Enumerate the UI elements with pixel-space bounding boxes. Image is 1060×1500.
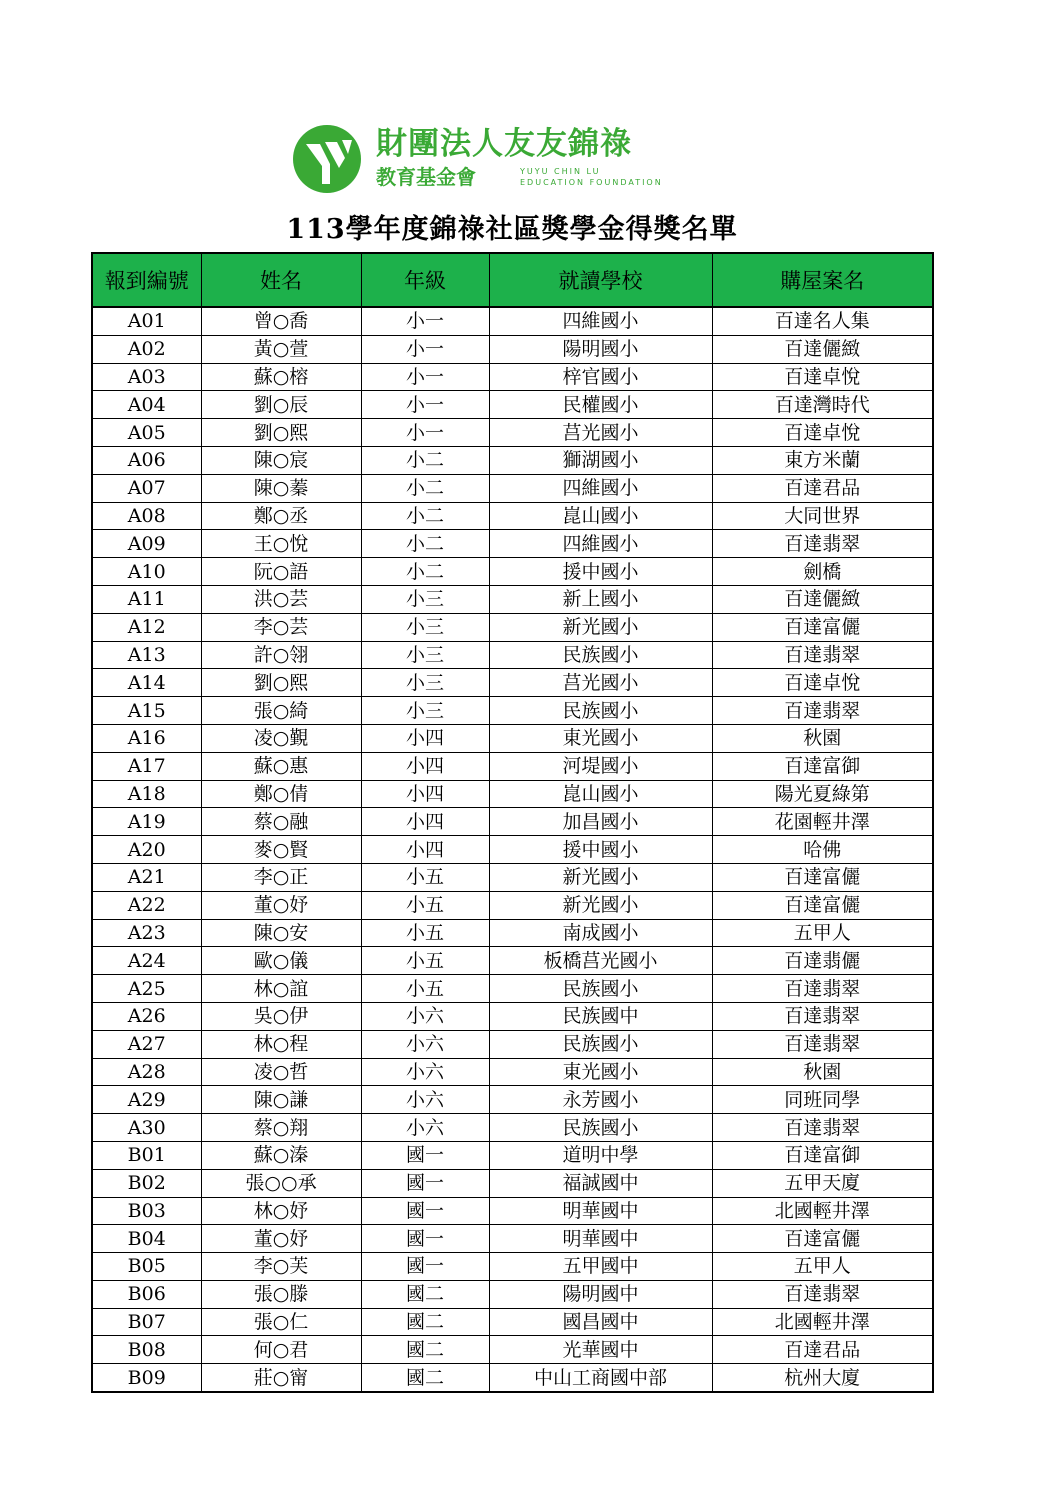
table-row [92, 1141, 933, 1169]
table-row [92, 1058, 933, 1086]
cell-housing-project: 百達富御 [712, 1141, 933, 1169]
cell-grade: 國二 [361, 1308, 489, 1336]
cell-id: B07 [92, 1308, 201, 1336]
cell-housing-project: 東方米蘭 [712, 446, 933, 474]
cell-grade: 小四 [361, 780, 489, 808]
table-row [92, 863, 933, 891]
table-row [92, 1253, 933, 1281]
table-row [92, 697, 933, 725]
cell-housing-project: 哈佛 [712, 836, 933, 864]
cell-id: A29 [92, 1086, 201, 1114]
cell-grade: 小三 [361, 669, 489, 697]
cell-housing-project: 百達翡翠 [712, 530, 933, 558]
cell-school: 四維國小 [489, 474, 712, 502]
cell-id: A30 [92, 1114, 201, 1142]
cell-grade: 小六 [361, 1114, 489, 1142]
cell-grade: 小四 [361, 752, 489, 780]
cell-school: 四維國小 [489, 530, 712, 558]
cell-housing-project: 杭州大廈 [712, 1364, 933, 1392]
cell-school: 河堤國小 [489, 752, 712, 780]
cell-housing-project: 百達卓悅 [712, 363, 933, 391]
table-row [92, 836, 933, 864]
cell-housing-project: 百達翡翠 [712, 1280, 933, 1308]
cell-housing-project: 五甲人 [712, 919, 933, 947]
cell-school: 新上國小 [489, 585, 712, 613]
cell-school: 板橋莒光國小 [489, 947, 712, 975]
cell-name: 林○妤 [201, 1197, 361, 1225]
cell-school: 陽明國中 [489, 1280, 712, 1308]
table-row [92, 752, 933, 780]
cell-id: A10 [92, 558, 201, 586]
cell-housing-project: 百達翡翠 [712, 1002, 933, 1030]
cell-housing-project: 百達翡翠 [712, 697, 933, 725]
cell-housing-project: 百達富儷 [712, 1225, 933, 1253]
table-body [92, 307, 933, 1392]
cell-grade: 小五 [361, 891, 489, 919]
table-row [92, 1169, 933, 1197]
cell-name: 吳○伊 [201, 1002, 361, 1030]
page-title: 113學年度錦祿社區獎學金得獎名單 [286, 214, 738, 245]
cell-name: 林○程 [201, 1030, 361, 1058]
cell-housing-project: 陽光夏綠第 [712, 780, 933, 808]
scholarship-winners-table [91, 252, 934, 1393]
cell-name: 曾○喬 [201, 307, 361, 335]
cell-grade: 小五 [361, 975, 489, 1003]
table-row [92, 419, 933, 447]
cell-name: 李○芙 [201, 1253, 361, 1281]
column-header-id: 報到編號 [92, 253, 201, 307]
cell-id: B02 [92, 1169, 201, 1197]
table-row [92, 1114, 933, 1142]
cell-school: 獅湖國小 [489, 446, 712, 474]
cell-name: 董○妤 [201, 1225, 361, 1253]
table-row [92, 947, 933, 975]
table-row [92, 1002, 933, 1030]
cell-school: 援中國小 [489, 558, 712, 586]
cell-name: 莊○甯 [201, 1364, 361, 1392]
cell-grade: 小二 [361, 446, 489, 474]
cell-school: 明華國中 [489, 1197, 712, 1225]
table-row [92, 1197, 933, 1225]
table-row [92, 1308, 933, 1336]
cell-school: 東光國小 [489, 724, 712, 752]
cell-grade: 小二 [361, 474, 489, 502]
cell-id: A25 [92, 975, 201, 1003]
cell-grade: 國一 [361, 1253, 489, 1281]
table-row [92, 891, 933, 919]
cell-school: 民族國小 [489, 1114, 712, 1142]
cell-id: A22 [92, 891, 201, 919]
cell-grade: 國二 [361, 1280, 489, 1308]
cell-housing-project: 百達翡翠 [712, 975, 933, 1003]
cell-housing-project: 百達富御 [712, 752, 933, 780]
table-row [92, 641, 933, 669]
cell-id: A15 [92, 697, 201, 725]
cell-id: A11 [92, 585, 201, 613]
cell-grade: 小三 [361, 697, 489, 725]
cell-name: 陳○謙 [201, 1086, 361, 1114]
cell-grade: 小一 [361, 419, 489, 447]
table-row [92, 558, 933, 586]
cell-id: B04 [92, 1225, 201, 1253]
cell-name: 洪○芸 [201, 585, 361, 613]
org-english-name [520, 166, 663, 188]
org-subtitle: 教育基金會 [376, 165, 476, 189]
column-header-school: 就讀學校 [489, 253, 712, 307]
cell-id: A23 [92, 919, 201, 947]
cell-grade: 國一 [361, 1197, 489, 1225]
cell-id: A27 [92, 1030, 201, 1058]
table-row [92, 780, 933, 808]
cell-name: 黃○萱 [201, 335, 361, 363]
cell-grade: 小一 [361, 391, 489, 419]
cell-name: 劉○熙 [201, 669, 361, 697]
table-row [92, 1030, 933, 1058]
cell-name: 蔡○翔 [201, 1114, 361, 1142]
cell-id: A06 [92, 446, 201, 474]
cell-housing-project: 百達翡儷 [712, 947, 933, 975]
cell-id: A07 [92, 474, 201, 502]
cell-id: A09 [92, 530, 201, 558]
cell-grade: 國一 [361, 1169, 489, 1197]
org-english-line-2: EDUCATION FOUNDATION [520, 178, 663, 187]
cell-housing-project: 北國輕井澤 [712, 1308, 933, 1336]
cell-school: 新光國小 [489, 891, 712, 919]
cell-id: A17 [92, 752, 201, 780]
cell-school: 五甲國中 [489, 1253, 712, 1281]
cell-id: A08 [92, 502, 201, 530]
table-row [92, 530, 933, 558]
cell-id: A16 [92, 724, 201, 752]
cell-id: A18 [92, 780, 201, 808]
cell-housing-project: 百達富儷 [712, 613, 933, 641]
cell-housing-project: 百達灣時代 [712, 391, 933, 419]
cell-school: 新光國小 [489, 613, 712, 641]
cell-school: 陽明國小 [489, 335, 712, 363]
cell-name: 蘇○榕 [201, 363, 361, 391]
cell-name: 陳○蓁 [201, 474, 361, 502]
column-header-grade: 年級 [361, 253, 489, 307]
cell-grade: 小五 [361, 863, 489, 891]
cell-name: 鄭○丞 [201, 502, 361, 530]
table-row [92, 446, 933, 474]
cell-housing-project: 劍橋 [712, 558, 933, 586]
cell-name: 張○綺 [201, 697, 361, 725]
cell-housing-project: 北國輕井澤 [712, 1197, 933, 1225]
org-english-line-1: YUYU CHIN LU [520, 167, 601, 176]
cell-name: 凌○覲 [201, 724, 361, 752]
table-row [92, 1280, 933, 1308]
cell-school: 崑山國小 [489, 502, 712, 530]
cell-name: 蘇○溱 [201, 1141, 361, 1169]
table-row [92, 919, 933, 947]
cell-name: 劉○辰 [201, 391, 361, 419]
cell-housing-project: 百達卓悅 [712, 669, 933, 697]
cell-grade: 國二 [361, 1336, 489, 1364]
cell-id: A21 [92, 863, 201, 891]
cell-housing-project: 百達名人集 [712, 307, 933, 335]
cell-housing-project: 百達君品 [712, 474, 933, 502]
cell-housing-project: 五甲天廈 [712, 1169, 933, 1197]
cell-id: A05 [92, 419, 201, 447]
cell-school: 永芳國小 [489, 1086, 712, 1114]
cell-school: 民權國小 [489, 391, 712, 419]
cell-id: A02 [92, 335, 201, 363]
foundation-logo-icon [292, 124, 362, 194]
cell-id: B06 [92, 1280, 201, 1308]
table-row [92, 808, 933, 836]
cell-name: 陳○宸 [201, 446, 361, 474]
cell-grade: 小六 [361, 1086, 489, 1114]
cell-name: 林○誼 [201, 975, 361, 1003]
cell-school: 崑山國小 [489, 780, 712, 808]
cell-id: A01 [92, 307, 201, 335]
cell-grade: 小二 [361, 530, 489, 558]
cell-grade: 小六 [361, 1002, 489, 1030]
cell-grade: 小二 [361, 558, 489, 586]
cell-id: A26 [92, 1002, 201, 1030]
cell-id: A20 [92, 836, 201, 864]
cell-school: 莒光國小 [489, 669, 712, 697]
cell-name: 李○芸 [201, 613, 361, 641]
cell-housing-project: 百達翡翠 [712, 641, 933, 669]
table-row [92, 1086, 933, 1114]
cell-housing-project: 百達富儷 [712, 863, 933, 891]
cell-school: 新光國小 [489, 863, 712, 891]
cell-id: A19 [92, 808, 201, 836]
cell-grade: 國一 [361, 1141, 489, 1169]
column-header-housing-project: 購屋案名 [712, 253, 933, 307]
cell-grade: 小四 [361, 724, 489, 752]
table-row [92, 307, 933, 335]
cell-housing-project: 花園輕井澤 [712, 808, 933, 836]
cell-school: 明華國中 [489, 1225, 712, 1253]
cell-school: 國昌國中 [489, 1308, 712, 1336]
cell-id: A24 [92, 947, 201, 975]
cell-housing-project: 五甲人 [712, 1253, 933, 1281]
cell-grade: 小五 [361, 919, 489, 947]
cell-name: 李○正 [201, 863, 361, 891]
table-row [92, 391, 933, 419]
cell-name: 董○妤 [201, 891, 361, 919]
cell-name: 許○翎 [201, 641, 361, 669]
column-header-name: 姓名 [201, 253, 361, 307]
cell-name: 蘇○惠 [201, 752, 361, 780]
foundation-logo [292, 124, 672, 194]
cell-school: 民族國小 [489, 1030, 712, 1058]
cell-school: 四維國小 [489, 307, 712, 335]
cell-school: 道明中學 [489, 1141, 712, 1169]
cell-id: A03 [92, 363, 201, 391]
cell-grade: 小四 [361, 836, 489, 864]
cell-school: 南成國小 [489, 919, 712, 947]
cell-school: 福誠國中 [489, 1169, 712, 1197]
org-name: 財團法人友友錦祿 [376, 126, 632, 162]
cell-grade: 小三 [361, 641, 489, 669]
cell-id: A04 [92, 391, 201, 419]
cell-housing-project: 百達君品 [712, 1336, 933, 1364]
cell-name: 陳○安 [201, 919, 361, 947]
table-row [92, 1364, 933, 1392]
cell-school: 加昌國小 [489, 808, 712, 836]
cell-name: 蔡○融 [201, 808, 361, 836]
cell-id: B01 [92, 1141, 201, 1169]
table-row [92, 585, 933, 613]
cell-school: 民族國小 [489, 697, 712, 725]
cell-housing-project: 大同世界 [712, 502, 933, 530]
cell-school: 光華國中 [489, 1336, 712, 1364]
cell-school: 民族國中 [489, 1002, 712, 1030]
cell-id: B09 [92, 1364, 201, 1392]
table-row [92, 724, 933, 752]
table-header-row [92, 253, 933, 307]
table-row [92, 474, 933, 502]
cell-housing-project: 秋園 [712, 724, 933, 752]
cell-id: B05 [92, 1253, 201, 1281]
table-row [92, 1225, 933, 1253]
cell-name: 王○悅 [201, 530, 361, 558]
cell-grade: 小五 [361, 947, 489, 975]
cell-housing-project: 百達卓悅 [712, 419, 933, 447]
cell-name: 麥○賢 [201, 836, 361, 864]
cell-id: B08 [92, 1336, 201, 1364]
cell-grade: 小四 [361, 808, 489, 836]
cell-housing-project: 百達儷緻 [712, 585, 933, 613]
cell-name: 鄭○倩 [201, 780, 361, 808]
table-row [92, 335, 933, 363]
cell-housing-project: 百達翡翠 [712, 1114, 933, 1142]
table-row [92, 363, 933, 391]
cell-id: B03 [92, 1197, 201, 1225]
cell-name: 凌○哲 [201, 1058, 361, 1086]
cell-id: A28 [92, 1058, 201, 1086]
cell-grade: 小一 [361, 363, 489, 391]
cell-grade: 國二 [361, 1364, 489, 1392]
cell-id: A13 [92, 641, 201, 669]
cell-grade: 小一 [361, 307, 489, 335]
cell-housing-project: 秋園 [712, 1058, 933, 1086]
cell-housing-project: 百達富儷 [712, 891, 933, 919]
table-row [92, 613, 933, 641]
cell-housing-project: 百達儷緻 [712, 335, 933, 363]
cell-grade: 小六 [361, 1030, 489, 1058]
cell-grade: 小三 [361, 585, 489, 613]
cell-school: 援中國小 [489, 836, 712, 864]
table-row [92, 1336, 933, 1364]
cell-name: 張○○承 [201, 1169, 361, 1197]
cell-grade: 小三 [361, 613, 489, 641]
cell-id: A12 [92, 613, 201, 641]
cell-name: 張○滕 [201, 1280, 361, 1308]
cell-school: 莒光國小 [489, 419, 712, 447]
cell-grade: 小六 [361, 1058, 489, 1086]
cell-school: 梓官國小 [489, 363, 712, 391]
cell-grade: 小一 [361, 335, 489, 363]
cell-school: 民族國小 [489, 641, 712, 669]
cell-school: 東光國小 [489, 1058, 712, 1086]
cell-name: 阮○語 [201, 558, 361, 586]
cell-housing-project: 同班同學 [712, 1086, 933, 1114]
cell-name: 何○君 [201, 1336, 361, 1364]
cell-name: 劉○熙 [201, 419, 361, 447]
cell-school: 民族國小 [489, 975, 712, 1003]
table-row [92, 669, 933, 697]
cell-housing-project: 百達翡翠 [712, 1030, 933, 1058]
table-row [92, 975, 933, 1003]
cell-grade: 國一 [361, 1225, 489, 1253]
cell-name: 歐○儀 [201, 947, 361, 975]
table-row [92, 502, 933, 530]
cell-name: 張○仁 [201, 1308, 361, 1336]
cell-school: 中山工商國中部 [489, 1364, 712, 1392]
cell-grade: 小二 [361, 502, 489, 530]
cell-id: A14 [92, 669, 201, 697]
